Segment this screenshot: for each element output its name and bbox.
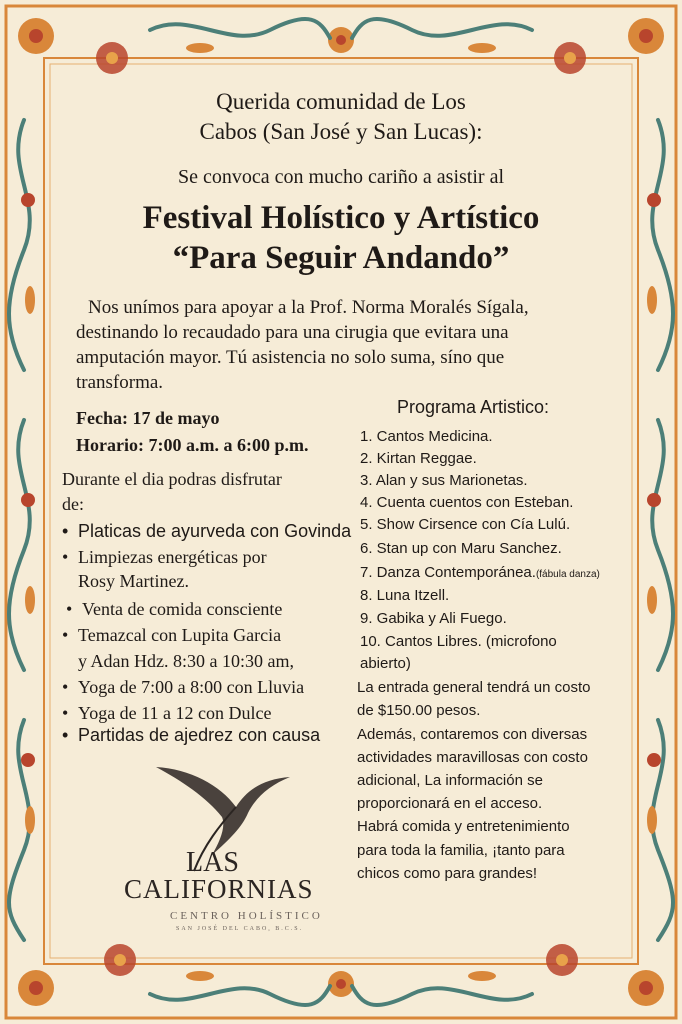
closing-line: proporcionará en el acceso. (357, 795, 543, 812)
list-item: 9. Gabika y Ali Fuego. (360, 610, 507, 627)
list-item: • Yoga de 11 a 12 con Dulce (62, 703, 272, 723)
list-item: • Platicas de ayurveda con Govinda (62, 521, 352, 541)
event-date: Fecha: 17 de mayo (76, 408, 220, 428)
closing-line: Además, contaremos con diversas (357, 726, 588, 743)
list-item: 10. Cantos Libres. (microfono (360, 633, 557, 650)
closing-line: chicos como para grandes! (357, 865, 538, 882)
festival-title: Festival Holístico y Artístico (142, 200, 540, 236)
logo-line-2: CALIFORNIAS (124, 874, 314, 904)
closing-line: Habrá comida y entretenimiento (357, 818, 570, 835)
closing-line: para toda la familia, ¡tanto para (357, 842, 565, 859)
activities-intro-2: de: (62, 494, 84, 514)
activities-intro-1: Durante el dia podras disfrutar (62, 469, 282, 489)
event-time: Horario: 7:00 a.m. a 6:00 p.m. (76, 435, 309, 455)
list-item: 8. Luna Itzell. (360, 587, 450, 604)
logo-line-4: SAN JOSÉ DEL CABO, B.C.S. (176, 926, 304, 932)
list-item: • Limpiezas energéticas por (62, 547, 267, 567)
program-note: (fábula danza) (535, 569, 600, 580)
list-item: • Yoga de 7:00 a 8:00 con Lluvia (62, 677, 305, 697)
list-item: • Temazcal con Lupita Garcia (62, 625, 282, 645)
list-item: • Venta de comida consciente (66, 599, 283, 619)
intro-line-2: destinando lo recaudado para una cirugia que evitara una (76, 322, 509, 343)
list-item: • Partidas de ajedrez con causa (62, 725, 321, 745)
closing-line: La entrada general tendrá un costo (357, 679, 591, 696)
greeting-line-1: Querida comunidad de Los (216, 89, 466, 114)
logo-line-1: LAS (186, 847, 239, 878)
list-item: 6. Stan up con Maru Sanchez. (360, 540, 562, 557)
festival-subtitle: “Para Seguir Andando” (172, 240, 510, 276)
list-item: 3. Alan y sus Marionetas. (360, 472, 528, 489)
closing-line: de $150.00 pesos. (357, 702, 481, 719)
intro-line-3: amputación mayor. Tú asistencia no solo suma, síno que (76, 347, 505, 368)
list-item: 7. Danza Contemporánea.(fábula danza) (360, 564, 600, 581)
list-item-continuation: Rosy Martinez. (78, 571, 189, 591)
list-item-continuation: y Adan Hdz. 8:30 a 10:30 am, (78, 651, 294, 671)
list-item: 1. Cantos Medicina. (360, 428, 493, 445)
program-heading: Programa Artistico: (397, 397, 550, 417)
closing-line: actividades maravillosas con costo (357, 749, 588, 766)
list-item: 2. Kirtan Reggae. (360, 450, 477, 467)
list-item: 4. Cuenta cuentos con Esteban. (360, 494, 574, 511)
intro-line-4: transforma. (76, 372, 164, 393)
closing-line: adicional, La información se (357, 772, 543, 789)
logo-line-3: CENTRO HOLÍSTICO (170, 910, 323, 922)
list-item: 5. Show Cirsence con Cía Lulú. (360, 516, 571, 533)
intro-line-1: Nos unímos para apoyar a la Prof. Norma Moralés Sígala, (88, 297, 529, 318)
list-item-continuation: abierto) (360, 655, 411, 672)
greeting-line-2: Cabos (San José y San Lucas): (199, 119, 483, 144)
invitation-line: Se convoca con mucho cariño a asistir al (178, 166, 504, 188)
